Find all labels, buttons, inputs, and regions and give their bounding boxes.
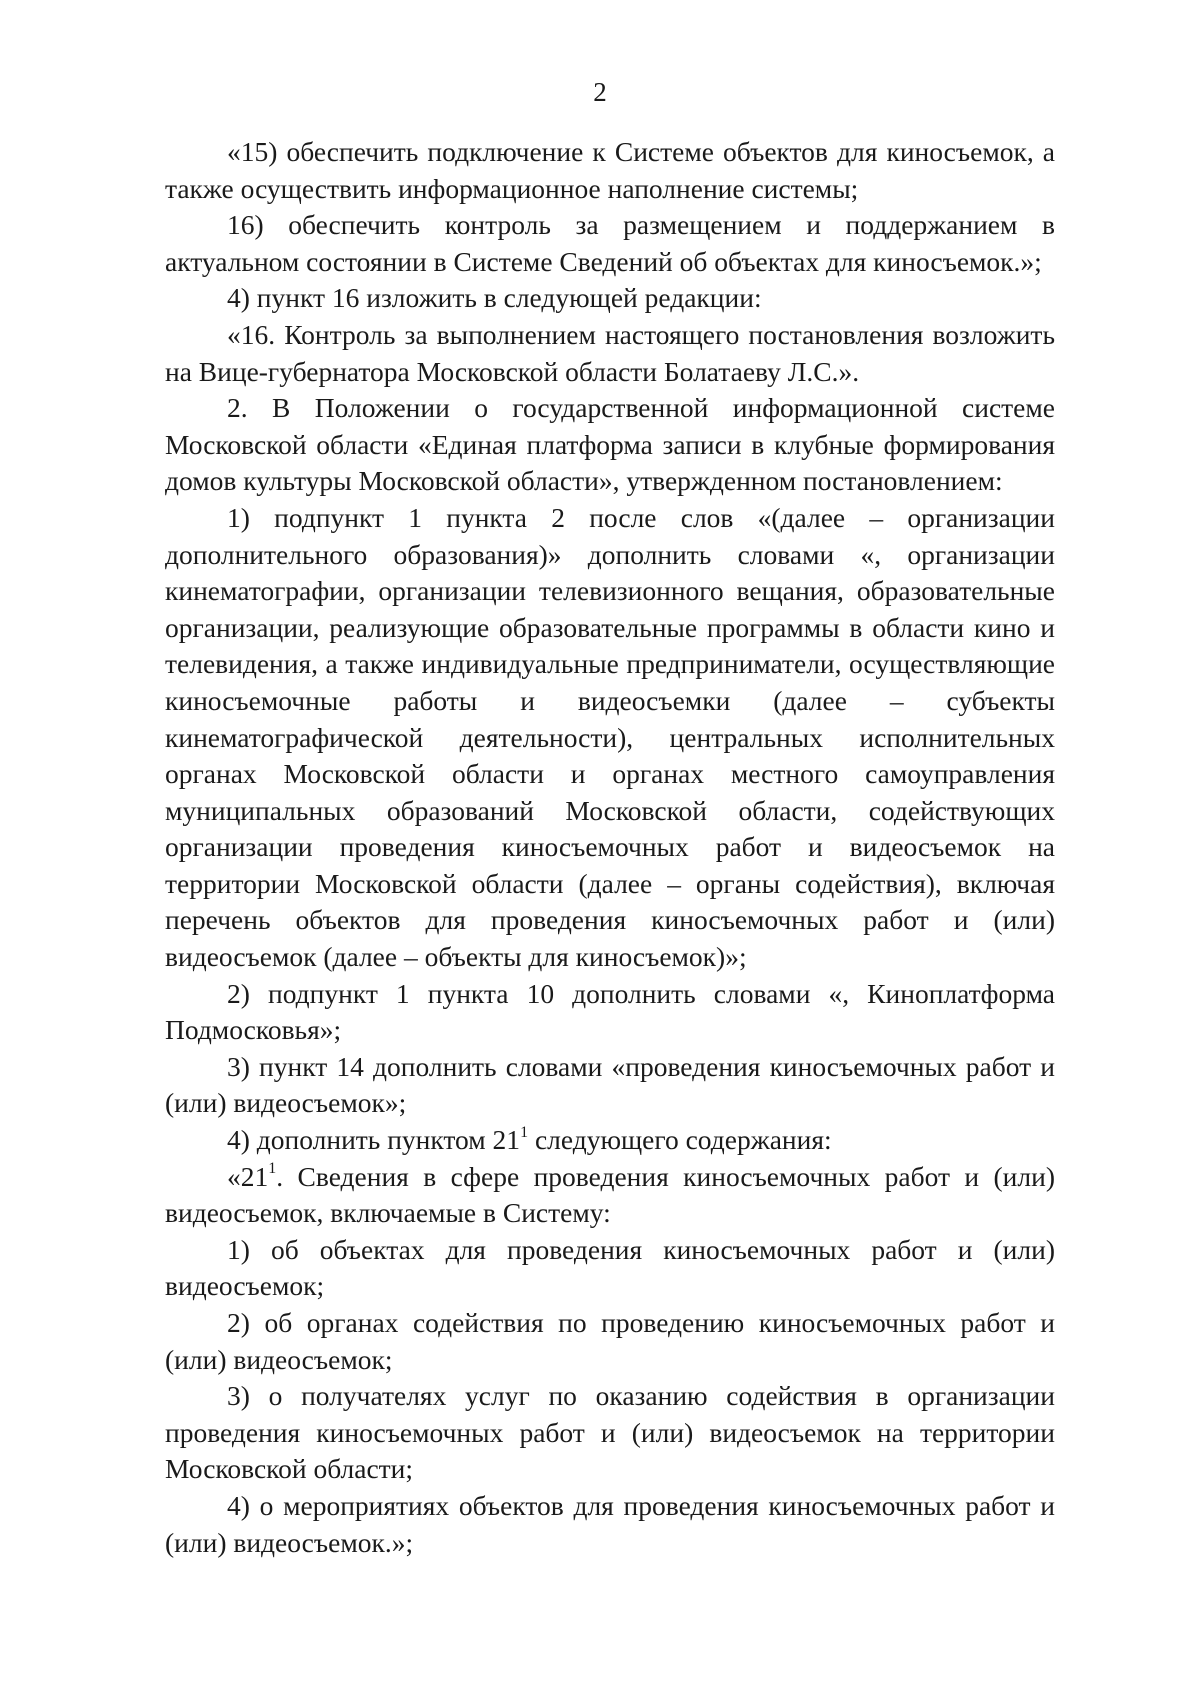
paragraph-item-15: «15) обеспечить подключение к Системе объектов для киносъемок, а также осуществить информационное наполнение системы; (165, 136, 1055, 204)
paragraph-subitem-2: 2) подпункт 1 пункта 10 дополнить словами «, Киноплатформа Подмосковья»; (165, 977, 1055, 1046)
superscript: 1 (268, 1160, 277, 1178)
superscript: 1 (520, 1123, 529, 1141)
document-body (165, 134, 1055, 1561)
paragraph-list-item-1: 1) об объектах для проведения киносъемочных работ и (или) видеосъемок; (165, 1233, 1055, 1302)
paragraph-text-part: 4) дополнить пунктом 21 (227, 1124, 521, 1156)
paragraph-item-16: 16) обеспечить контроль за размещением и поддержанием в актуальном состоянии в Системе Сведений об объектах для киносъемок.»; (165, 209, 1055, 277)
paragraph-text-part: «21 (227, 1160, 269, 1192)
paragraph-subitem-4 (165, 1122, 1055, 1159)
paragraph-list-item-4: 4) о мероприятиях объектов для проведения киносъемочных работ и (или) видеосъемок.»; (165, 1489, 1055, 1558)
paragraph-point-16-text: «16. Контроль за выполнением настоящего постановления возложить на Вице-губернатора Московской области Болатаеву Л.С.». (165, 318, 1055, 387)
page-number: 2 (593, 77, 607, 107)
paragraph-text-part: . Сведения в сфере проведения киносъемочных работ и (или) видеосъемок, включаемые в Систему: (165, 1160, 1055, 1229)
paragraph-subitem-1: 1) подпункт 1 пункта 2 после слов «(далее – организации дополнительного образования)» дополнить словами «, организации кинематографии, организации телевизионного вещания, образовательные организации, реализующие образовательные программы в области кино и телевидения, а также индивидуальные предприниматели, осуществляющие киносъемочные работы и видеосъемки (далее – субъекты кинематографической деятельности), центральных исполнительных органах Московской области и органах местного самоуправления муниципальных образований Московской области, содействующих организации проведения киносъемочных работ и видеосъемок на территории Московской области (далее – органы содействия), включая перечень объектов для проведения киносъемочных работ и (или) видеосъемок (далее – объекты для киносъемок)»; (165, 501, 1055, 973)
paragraph-text-part: следующего содержания: (528, 1124, 832, 1156)
paragraph-section-2: 2. В Положении о государственной информационной системе Московской области «Единая платформа записи в клубные формирования домов культуры Московской области», утвержденном постановлением: (165, 392, 1055, 497)
paragraph-point-21-1 (165, 1159, 1055, 1232)
paragraph-list-item-2: 2) об органах содействия по проведению киносъемочных работ и (или) видеосъемок; (165, 1307, 1055, 1375)
paragraph-subitem-3: 3) пункт 14 дополнить словами «проведения киносъемочных работ и (или) видеосъемок»; (165, 1050, 1055, 1119)
paragraph-point-4: 4) пункт 16 изложить в следующей редакции: (227, 282, 762, 314)
paragraph-list-item-3: 3) о получателях услуг по оказанию содействия в организации проведения киносъемочных работ и (или) видеосъемок на территории Московской области; (165, 1380, 1055, 1485)
